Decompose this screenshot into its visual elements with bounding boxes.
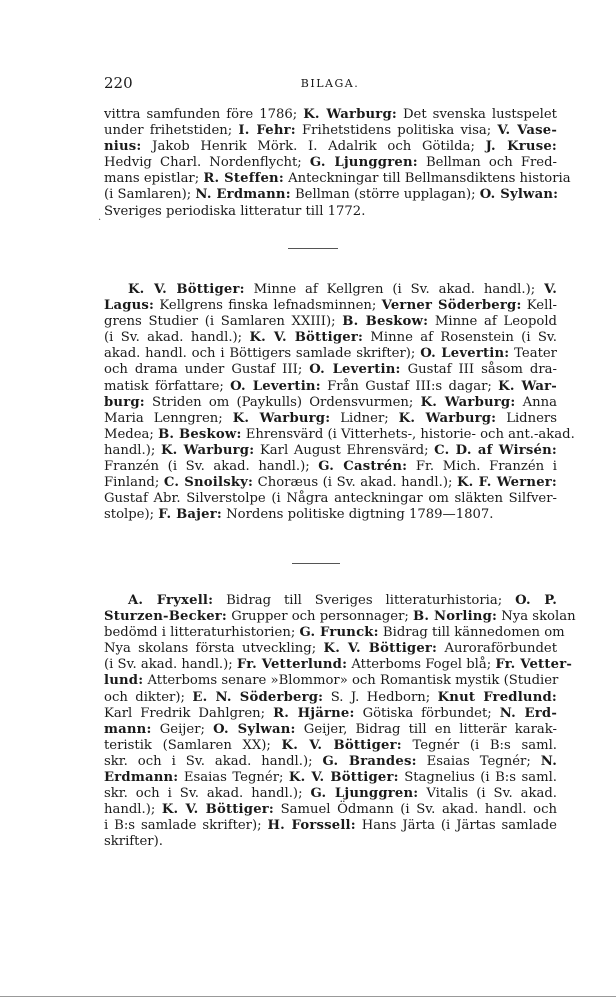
text-line bbox=[104, 491, 557, 507]
author-name: Knut Fredlund: bbox=[437, 689, 557, 705]
author-name: mann: bbox=[104, 721, 152, 737]
citation-text: Det svenska lustspelet bbox=[396, 107, 557, 122]
text-line bbox=[104, 298, 557, 314]
text-line bbox=[104, 770, 557, 786]
citation-text: Bidrag till kännedomen om bbox=[378, 625, 565, 641]
citation-text: handl.); bbox=[104, 442, 161, 458]
citation-text: stolpe); bbox=[104, 507, 159, 523]
section-divider bbox=[292, 563, 340, 564]
citation-text: Sveriges periodiska litteratur till 1772. bbox=[104, 203, 366, 219]
citation-text: Anteckningar till Bellmansdiktens historia bbox=[283, 171, 571, 187]
text-line bbox=[104, 426, 575, 443]
author-name: G. Brandes: bbox=[322, 753, 417, 769]
text-line bbox=[104, 625, 565, 641]
text-line bbox=[104, 786, 557, 802]
author-name: Sturzen-Becker: bbox=[104, 609, 228, 625]
citation-text: Nya skolan bbox=[497, 609, 576, 625]
citation-text: Atterboms Fogel blå; bbox=[347, 657, 496, 673]
citation-text: Choræus (i Sv. akad. handl.); bbox=[253, 475, 457, 491]
author-name: Lagus: bbox=[104, 298, 155, 314]
author-name: N. Erd- bbox=[499, 705, 557, 721]
page-bottom-edge bbox=[0, 996, 616, 997]
author-name: G. Castrén: bbox=[318, 459, 408, 475]
text-line bbox=[104, 107, 557, 123]
citation-text: (i Sv. akad. handl.); bbox=[104, 657, 237, 673]
text-line bbox=[104, 379, 557, 395]
text-line bbox=[104, 690, 557, 706]
text-line bbox=[104, 706, 557, 722]
author-name: E. N. Söderberg: bbox=[192, 689, 324, 705]
author-name: B. Norling: bbox=[413, 609, 498, 625]
text-line bbox=[104, 123, 557, 139]
section-divider bbox=[288, 248, 338, 249]
citation-text: (i Samlaren); bbox=[104, 187, 196, 203]
citation-text: Karl August Ehrensvärd; bbox=[254, 442, 435, 458]
author-name: O. Sylwan: bbox=[479, 187, 559, 203]
author-name: H. Forssell: bbox=[267, 818, 356, 834]
author-name: V. Vase- bbox=[497, 123, 557, 139]
author-name: O. Levertin: bbox=[309, 362, 401, 378]
author-name: O. Levertin: bbox=[420, 346, 510, 362]
citation-text: Ehrensvärd (i Vitterhets-, historie- och ant.-akad. bbox=[241, 426, 575, 442]
author-name: B. Beskow: bbox=[158, 426, 242, 442]
author-name: K. V. Böttiger: bbox=[128, 282, 245, 297]
citation-text: Minne af Leopold bbox=[428, 314, 557, 330]
citation-text: Esaias Tegnér; bbox=[416, 753, 541, 769]
citation-text: i B:s samlade skrifter); bbox=[104, 818, 268, 834]
author-name: K. War- bbox=[498, 378, 557, 394]
text-line bbox=[104, 204, 557, 220]
citation-text: Gustaf III såsom dra- bbox=[400, 362, 557, 378]
citation-text: Götiska förbundet; bbox=[354, 705, 500, 721]
bibliography-section-3 bbox=[104, 593, 576, 851]
author-name: G. Ljunggren: bbox=[310, 786, 419, 802]
author-name: I. Fehr: bbox=[238, 123, 296, 139]
citation-text: Geijer, Bidrag till en litterär karak- bbox=[295, 721, 557, 737]
author-name: K. Warburg: bbox=[160, 442, 255, 458]
citation-text: Geijer; bbox=[151, 721, 214, 737]
text-line bbox=[104, 362, 557, 378]
author-name: K. Warburg: bbox=[232, 410, 331, 426]
text-line bbox=[104, 443, 557, 459]
citation-text: skr. och i Sv. akad. handl.); bbox=[104, 786, 311, 802]
bibliography-section-1 bbox=[104, 107, 571, 220]
citation-text: Bellman (större upplagan); bbox=[290, 187, 480, 203]
author-name: N. Erdmann: bbox=[195, 187, 291, 203]
citation-text: skr. och i Sv. akad. handl.); bbox=[104, 753, 323, 769]
author-name: A. Fryxell: bbox=[128, 593, 214, 608]
text-line bbox=[104, 593, 557, 609]
author-name: K. V. Böttiger: bbox=[249, 330, 364, 346]
text-line bbox=[104, 346, 557, 362]
author-name: N. bbox=[540, 753, 557, 769]
text-line bbox=[104, 673, 557, 689]
text-line bbox=[104, 802, 557, 818]
citation-text: vittra samfunden före 1786; bbox=[104, 107, 304, 122]
citation-text: Medea; bbox=[104, 426, 159, 442]
text-line bbox=[104, 282, 557, 298]
citation-text: Nya skolans första utveckling; bbox=[104, 641, 324, 657]
text-line bbox=[104, 738, 557, 754]
author-name: B. Beskow: bbox=[342, 314, 429, 330]
citation-text: Kell- bbox=[521, 298, 557, 314]
citation-text: Kellgrens finska lefnadsminnen; bbox=[154, 298, 382, 314]
author-name: R. Steffen: bbox=[203, 171, 284, 187]
citation-text: Teater bbox=[509, 346, 557, 362]
author-name: V. bbox=[544, 282, 557, 297]
citation-text: och drama under Gustaf III; bbox=[104, 362, 310, 378]
author-name: K. V. Böttiger: bbox=[288, 770, 399, 786]
page-number: 220 bbox=[104, 74, 133, 92]
text-line bbox=[104, 507, 557, 523]
citation-text: Franzén (i Sv. akad. handl.); bbox=[104, 459, 319, 475]
text-line bbox=[104, 187, 557, 203]
citation-text: Maria Lenngren; bbox=[104, 410, 233, 426]
bibliography-section-2 bbox=[104, 282, 575, 523]
author-name: Fr. Vetter- bbox=[495, 657, 573, 673]
citation-text: Från Gustaf III:s dagar; bbox=[320, 378, 499, 394]
text-line bbox=[104, 657, 573, 673]
citation-text: Hedvig Charl. Nordenflycht; bbox=[104, 155, 310, 171]
citation-text: Lidner; bbox=[330, 410, 399, 426]
author-name: nius: bbox=[104, 139, 142, 155]
author-name: G. Ljunggren: bbox=[309, 155, 418, 171]
citation-text: Hans Järta (i Järtas samlade bbox=[355, 818, 557, 834]
citation-text: Minne af Kellgren (i Sv. akad. handl.); bbox=[244, 282, 545, 297]
citation-text: Tegnér (i B:s saml. bbox=[401, 737, 557, 753]
author-name: Verner Söderberg: bbox=[381, 298, 522, 314]
text-line bbox=[104, 459, 557, 475]
author-name: K. V. Böttiger: bbox=[281, 737, 402, 753]
text-line bbox=[104, 722, 557, 738]
citation-text: teristik (Samlaren XX); bbox=[104, 737, 282, 753]
author-name: C. D. af Wirsén: bbox=[434, 442, 557, 458]
author-name: F. Bajer: bbox=[158, 507, 222, 523]
text-line bbox=[104, 395, 557, 411]
text-line bbox=[104, 754, 557, 770]
citation-text: Stagnelius (i B:s saml. bbox=[398, 770, 557, 786]
citation-text: Fr. Mich. Franzén i bbox=[407, 459, 557, 475]
text-line bbox=[104, 314, 557, 330]
citation-text: Frihetstidens politiska visa; bbox=[295, 123, 498, 139]
citation-text: skrifter). bbox=[104, 834, 163, 850]
author-name: K. V. Böttiger: bbox=[161, 802, 274, 818]
citation-text: Esaias Tegnér; bbox=[178, 770, 289, 786]
citation-text: bedömd i litteraturhistorien; bbox=[104, 625, 300, 641]
text-line bbox=[104, 139, 557, 155]
citation-text: Karl Fredrik Dahlgren; bbox=[104, 705, 274, 721]
running-title: BILAGA. bbox=[300, 77, 360, 90]
author-name: K. Warburg: bbox=[303, 107, 397, 122]
citation-text: Gustaf Abr. Silverstolpe (i Några anteckningar om släkten Silfver- bbox=[104, 491, 557, 507]
citation-text: (i Sv. akad. handl.); bbox=[104, 330, 250, 346]
margin-mark: . bbox=[98, 212, 102, 223]
text-line bbox=[104, 171, 571, 187]
citation-text: under frihetstiden; bbox=[104, 123, 239, 139]
citation-text: Lidners bbox=[496, 410, 557, 426]
citation-text: Samuel Ödmann (i Sv. akad. handl. och bbox=[274, 802, 557, 818]
author-name: Fr. Vetterlund: bbox=[236, 657, 348, 673]
author-name: burg: bbox=[104, 394, 145, 410]
text-line bbox=[104, 411, 557, 427]
author-name: J. Kruse: bbox=[485, 139, 557, 155]
author-name: K. Warburg: bbox=[420, 394, 516, 410]
citation-text: Nordens politiske digtning 1789—1807. bbox=[221, 507, 494, 523]
author-name: C. Snoilsky: bbox=[163, 475, 254, 491]
citation-text: handl.); bbox=[104, 802, 162, 818]
author-name: K. F. Werner: bbox=[456, 475, 558, 491]
text-line bbox=[104, 330, 557, 346]
citation-text: akad. handl. och i Böttigers samlade skrifter); bbox=[104, 346, 421, 362]
citation-text: Auroraförbundet bbox=[437, 641, 558, 657]
text-line bbox=[104, 155, 557, 171]
citation-text: Minne af Rosenstein (i Sv. bbox=[363, 330, 557, 346]
citation-text: Vitalis (i Sv. akad. bbox=[418, 786, 557, 802]
citation-text: Atterboms senare »Blommor» och Romantisk mystik (Studier bbox=[143, 673, 559, 689]
author-name: O. Sylwan: bbox=[213, 721, 296, 737]
citation-text: mans epistlar; bbox=[104, 171, 204, 187]
author-name: K. V. Böttiger: bbox=[323, 641, 438, 657]
text-line bbox=[104, 818, 557, 834]
text-line bbox=[104, 609, 576, 625]
citation-text: Finland; bbox=[104, 475, 164, 491]
author-name: lund: bbox=[104, 673, 144, 689]
text-line bbox=[104, 834, 557, 850]
citation-text: Bidrag till Sveriges litteraturhistoria; bbox=[213, 593, 516, 608]
citation-text: Anna bbox=[515, 394, 557, 410]
author-name: O. P. bbox=[515, 593, 557, 608]
citation-text: matisk författare; bbox=[104, 378, 231, 394]
citation-text: Striden om (Paykulls) Ordensvurmen; bbox=[144, 394, 421, 410]
text-line bbox=[104, 641, 557, 657]
citation-text: Bellman och Fred- bbox=[417, 155, 558, 171]
author-name: R. Hjärne: bbox=[273, 705, 355, 721]
page-header bbox=[104, 74, 556, 94]
text-line bbox=[104, 475, 557, 491]
author-name: G. Frunck: bbox=[299, 625, 379, 641]
author-name: Erdmann: bbox=[104, 770, 179, 786]
author-name: K. Warburg: bbox=[398, 410, 497, 426]
citation-text: Jakob Henrik Mörk. I. Adalrik och Götilda; bbox=[141, 139, 486, 155]
citation-text: S. J. Hedborn; bbox=[323, 689, 438, 705]
citation-text: Grupper och personnager; bbox=[227, 609, 414, 625]
citation-text: grens Studier (i Samlaren XXIII); bbox=[104, 314, 343, 330]
author-name: O. Levertin: bbox=[230, 378, 321, 394]
citation-text: och dikter); bbox=[104, 689, 193, 705]
